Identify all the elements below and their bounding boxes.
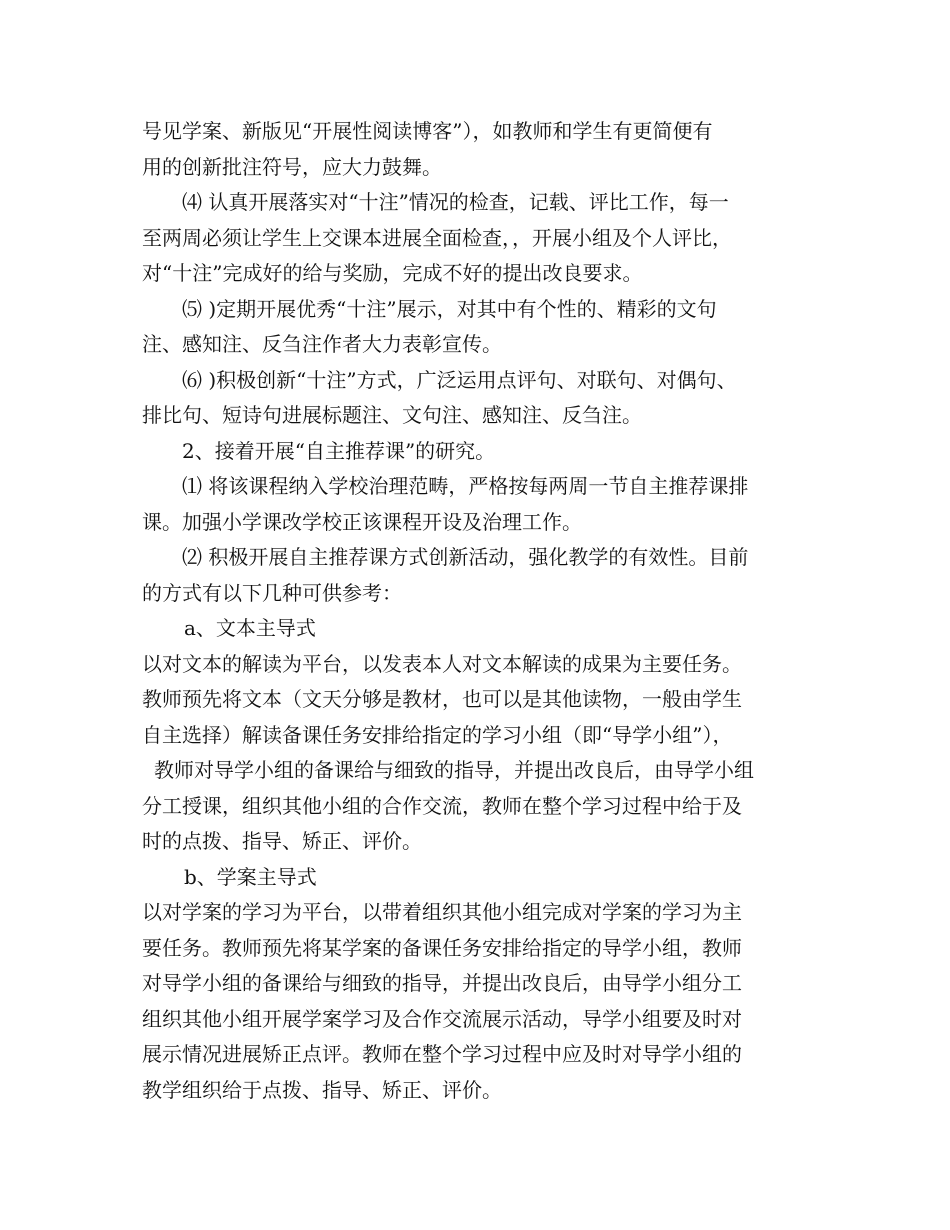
text-line: ⑴ 将该课程纳入学校治理范畴，严格按每两周一节自主推荐课排 xyxy=(182,474,749,498)
text-line: 课。加强小学课改学校正该课程开设及治理工作。 xyxy=(142,509,582,534)
text-line: 以对文本的解读为平台，以发表本人对文本解读的成果为主要任务。 xyxy=(142,651,742,676)
text-line: 用的创新批注符号，应大力鼓舞。 xyxy=(142,154,442,179)
text-line: 至两周必须让学生上交课本进展全面检查，，开展小组及个人评比， xyxy=(142,225,732,250)
text-line: ⑷ 认真开展落实对“十注”情况的检查，记载、评比工作，每一 xyxy=(182,190,729,214)
text-line: 对“十注”完成好的给与奖励，完成不好的提出改良要求。 xyxy=(142,261,643,285)
text-line: ⑸ )定期开展优秀“十注”展示，对其中有个性的、精彩的文句 xyxy=(182,296,717,321)
text-line: 组织其他小组开展学案学习及合作交流展示活动，导学小组要及时对 xyxy=(142,1006,742,1031)
text-line: 教师对导学小组的备课给与细致的指导，并提出改良后，由导学小组 xyxy=(154,758,754,782)
text-line: 时的点拨、指导、矫正、评价。 xyxy=(142,829,422,853)
text-line: 要任务。教师预先将某学案的备课任务安排给指定的导学小组，教师 xyxy=(142,935,742,960)
text-line: 展示情况进展矫正点评。教师在整个学习过程中应及时对导学小组的 xyxy=(142,1042,742,1066)
text-line: ⑹ )积极创新“十注”方式，广泛运用点评句、对联句、对偶句、 xyxy=(182,367,737,392)
text-line: 2、接着开展“自主推荐课”的研究。 xyxy=(182,438,496,463)
text-line: 分工授课，组织其他小组的合作交流，教师在整个学习过程中给于及 xyxy=(142,793,742,818)
text-line: 教学组织给于点拨、指导、矫正、评价。 xyxy=(142,1077,502,1102)
text-line: 注、感知注、反刍注作者大力表彰宣传。 xyxy=(142,332,502,356)
text-line: a、文本主导式 xyxy=(184,616,316,640)
text-line: ⑵ 积极开展自主推荐课方式创新活动，强化教学的有效性。目前 xyxy=(182,545,749,569)
text-line: b、学案主导式 xyxy=(184,864,317,889)
text-line: 号见学案、新版见“开展性阅读博客”），如教师和学生有更简便有 xyxy=(142,119,713,143)
text-line: 自主选择）解读备课任务安排给指定的学习小组（即“导学小组”）， xyxy=(142,722,733,747)
text-line: 的方式有以下几种可供参考： xyxy=(142,580,402,605)
text-line: 对导学小组的备课给与细致的指导，并提出改良后，由导学小组分工 xyxy=(142,971,742,995)
text-line: 教师预先将文本（文天分够是教材，也可以是其他读物，一般由学生 xyxy=(142,687,742,711)
text-line: 以对学案的学习为平台，以带着组织其他小组完成对学案的学习为主 xyxy=(142,900,742,924)
document-body xyxy=(142,114,842,1108)
text-line: 排比句、短诗句进展标题注、文句注、感知注、反刍注。 xyxy=(142,403,642,427)
